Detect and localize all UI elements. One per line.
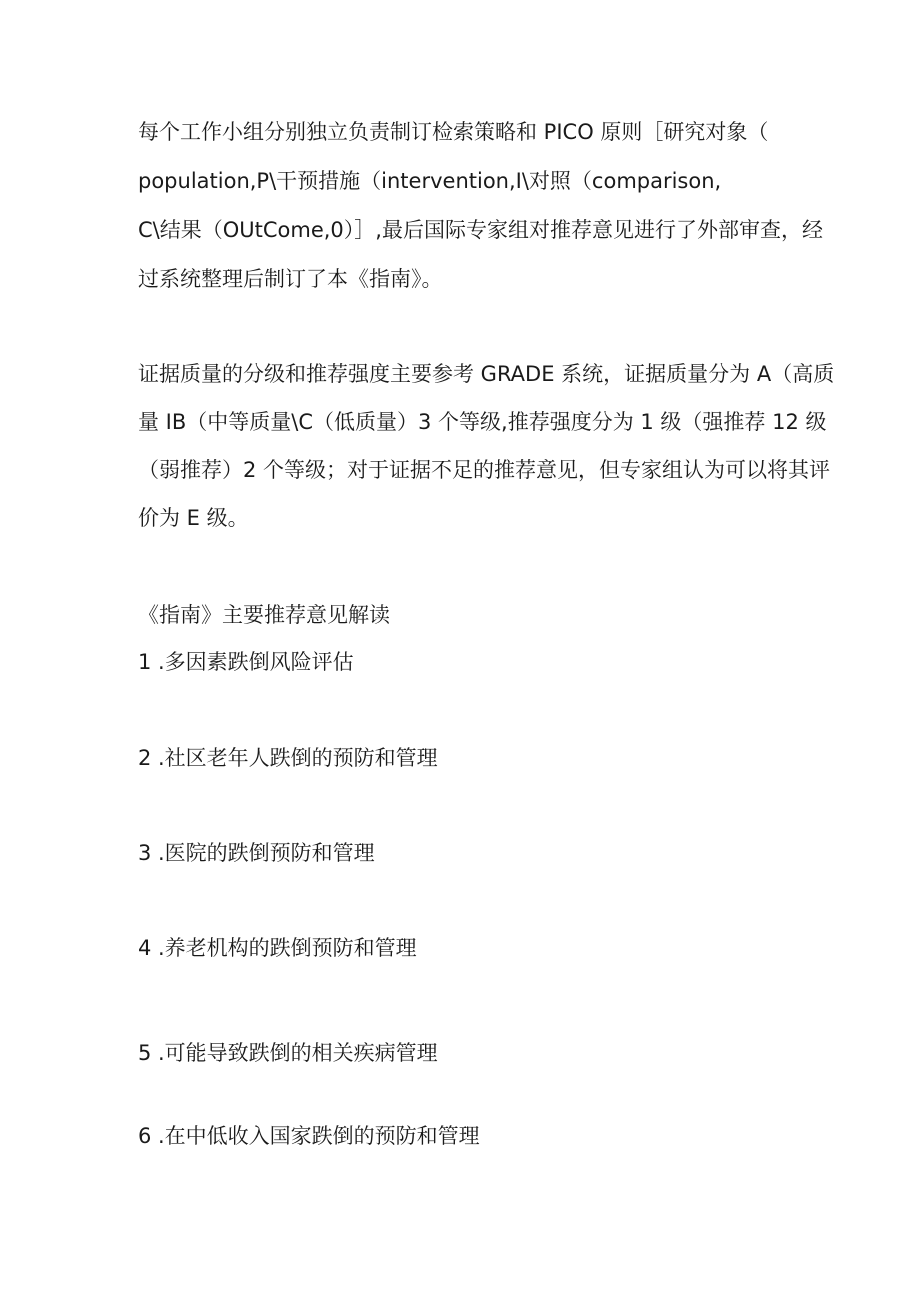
list-item — [138, 933, 417, 963]
list-item-text: .多因素跌倒风险评估 — [158, 650, 354, 674]
paragraph1-line: 每个工作小组分别独立负责制订检索策略和 PICO 原则［研究对象（ — [138, 120, 769, 144]
paragraph1-line: population,P\干预措施（intervention,I\对照（comparison, — [138, 169, 722, 193]
list-item-number: 1 — [138, 650, 152, 674]
paragraph2-line: 价为 E 级。 — [138, 506, 249, 530]
list-item — [138, 838, 375, 868]
list-item — [138, 647, 354, 677]
list-item-number: 2 — [138, 746, 152, 770]
paragraph2-line: （弱推荐）2 个等级；对于证据不足的推荐意见，但专家组认为可以将其评 — [138, 458, 831, 482]
list-item-text: .可能导致跌倒的相关疾病管理 — [158, 1041, 438, 1065]
list-item-number: 6 — [138, 1124, 152, 1148]
paragraph1-line: 过系统整理后制订了本《指南》。 — [138, 267, 443, 291]
section-heading: 《指南》主要推荐意见解读 — [138, 603, 390, 627]
list-item-number: 4 — [138, 936, 152, 960]
list-item — [138, 1038, 438, 1068]
paragraph2-line: 量 IB（中等质量\C（低质量）3 个等级,推荐强度分为 1 级（强推荐 12 级 — [138, 410, 827, 434]
list-item — [138, 743, 438, 773]
list-item-text: .社区老年人跌倒的预防和管理 — [158, 746, 438, 770]
list-item — [138, 1121, 480, 1151]
paragraph2-line: 证据质量的分级和推荐强度主要参考 GRADE 系统，证据质量分为 A（高质 — [138, 362, 835, 386]
list-item-number: 5 — [138, 1041, 152, 1065]
list-item-text: .养老机构的跌倒预防和管理 — [158, 936, 417, 960]
paragraph1-line: C\结果（OUtCome,0）］,最后国际专家组对推荐意见进行了外部审查，经 — [138, 218, 823, 242]
list-item-number: 3 — [138, 841, 152, 865]
list-item-text: .医院的跌倒预防和管理 — [158, 841, 375, 865]
list-item-text: .在中低收入国家跌倒的预防和管理 — [158, 1124, 480, 1148]
